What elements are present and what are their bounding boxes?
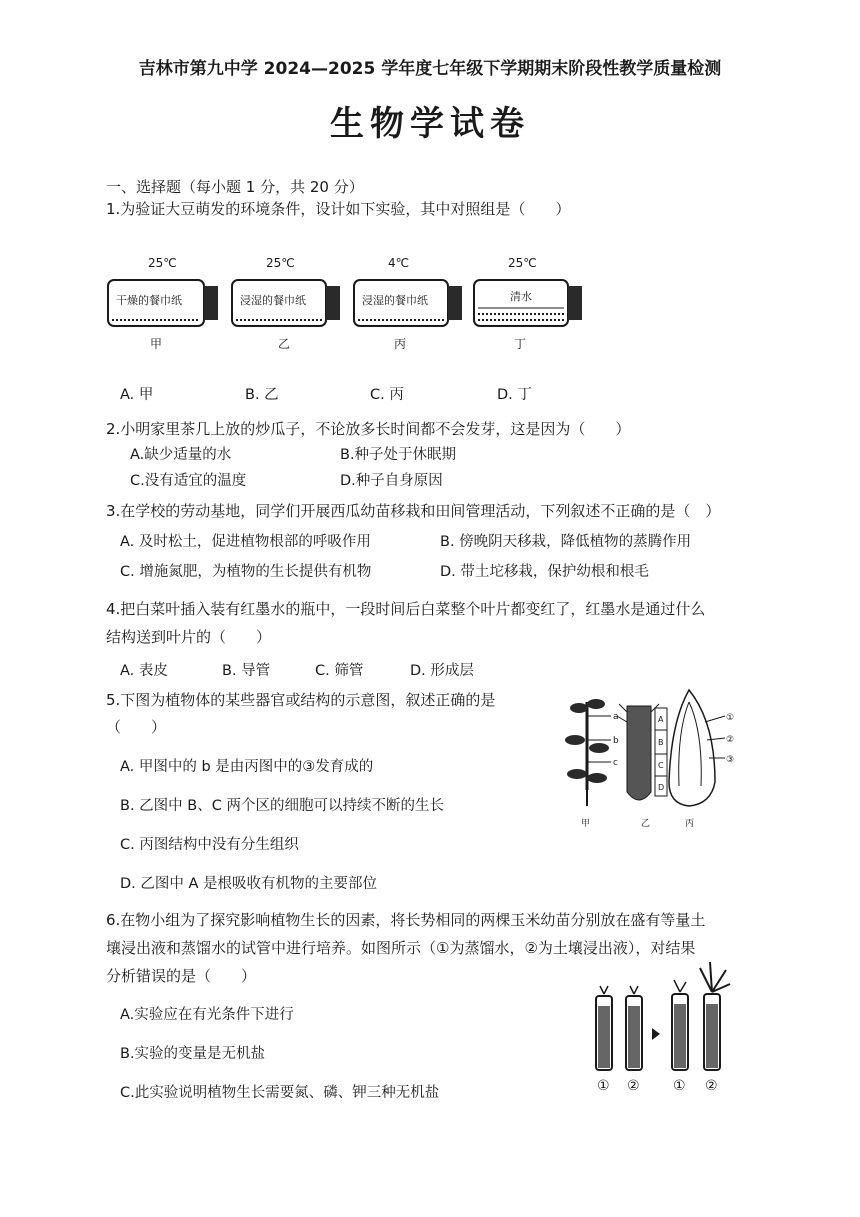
q1-option-c: C. 丙 <box>370 387 404 403</box>
q4-option-d: D. 形成层 <box>410 663 474 679</box>
q4-stem-line1: 4.把白菜叶插入装有红墨水的瓶中，一段时间后白菜整个叶片都变红了，红墨水是通过什么 <box>106 600 706 618</box>
jar-label: 甲 <box>150 337 163 351</box>
figure-letter: D <box>658 783 665 792</box>
exam-header: 吉林市第九中学 2024—2025 学年度七年级下学期期末阶段性教学质量检测 <box>138 59 722 79</box>
q2-option-b: B.种子处于休眠期 <box>340 447 457 463</box>
q6-stem-line3: 分析错误的是（ ） <box>106 967 257 985</box>
jar-label: 乙 <box>278 337 291 351</box>
q6-test-tube-figure <box>588 960 738 1100</box>
jar-temp: 25℃ <box>508 256 537 270</box>
q5-option-a: A. 甲图中的 b 是由丙图中的③发育成的 <box>120 759 374 775</box>
tube-label: ① <box>673 1078 686 1094</box>
jar-temp: 25℃ <box>148 256 177 270</box>
q3-option-b: B. 傍晚阴天移栽，降低植物的蒸腾作用 <box>440 534 692 550</box>
q6-stem-line1: 6.在物小组为了探究影响植物生长的因素，将长势相同的两棵玉米幼苗分别放在盛有等量土 <box>106 911 706 929</box>
root-tip-yi-diagram <box>617 704 667 829</box>
jar-content: 浸湿的餐巾纸 <box>362 294 428 307</box>
jar-content: 浸湿的餐巾纸 <box>240 294 306 307</box>
jar-label: 丙 <box>394 337 407 351</box>
q5-option-c: C. 丙图结构中没有分生组织 <box>120 837 299 853</box>
tube-label: ② <box>627 1078 640 1094</box>
q1-jar-figure <box>100 252 600 352</box>
q6-option-a: A.实验应在有光条件下进行 <box>120 1007 294 1023</box>
jar-temp: 25℃ <box>266 256 295 270</box>
q1-stem: 1.为验证大豆萌发的环境条件，设计如下实验，其中对照组是（ ） <box>106 200 571 218</box>
q6-option-c: C.此实验说明植物生长需要氮、磷、钾三种无机盐 <box>120 1085 440 1101</box>
q5-plant-figure <box>565 682 740 830</box>
q6-stem-line2: 壤浸出液和蒸馏水的试管中进行培养。如图所示（①为蒸馏水，②为土壤浸出液），对结果 <box>106 939 696 957</box>
q1-option-a: A. 甲 <box>120 387 154 403</box>
tube-label: ① <box>597 1078 610 1094</box>
q5-stem-line1: 5.下图为植物体的某些器官或结构的示意图，叙述正确的是 <box>106 691 496 709</box>
q2-stem: 2.小明家里茶几上放的炒瓜子，不论放多长时间都不会发芽，这是因为（ ） <box>106 420 631 438</box>
figure-label: 甲 <box>581 819 591 829</box>
tube-label: ② <box>705 1078 718 1094</box>
figure-label: 乙 <box>641 819 651 829</box>
test-tube <box>596 986 612 1094</box>
figure-number: ② <box>726 735 735 745</box>
figure-letter: B <box>658 738 664 747</box>
exam-title: 生物学试卷 <box>330 104 530 144</box>
q3-option-c: C. 增施氮肥，为植物的生长提供有机物 <box>120 564 372 580</box>
q2-option-a: A.缺少适量的水 <box>130 447 232 463</box>
test-tube <box>626 986 642 1094</box>
figure-letter: A <box>658 715 664 724</box>
jar-temp: 4℃ <box>388 256 410 270</box>
q2-option-d: D.种子自身原因 <box>340 473 443 489</box>
figure-number: ③ <box>726 755 735 765</box>
jar-ding <box>474 256 582 351</box>
q5-stem-line2: （ ） <box>106 718 167 736</box>
jar-label: 丁 <box>514 337 527 351</box>
figure-number: ① <box>726 713 735 723</box>
q3-option-a: A. 及时松土，促进植物根部的呼吸作用 <box>120 534 371 550</box>
jar-bing <box>354 256 462 351</box>
q3-stem: 3.在学校的劳动基地，同学们开展西瓜幼苗移栽和田间管理活动，下列叙述不正确的是（ ） <box>106 502 721 520</box>
jar-content: 干燥的餐巾纸 <box>116 294 182 307</box>
figure-letter: a <box>613 712 619 722</box>
q3-option-d: D. 带土坨移栽，保护幼根和根毛 <box>440 564 649 580</box>
q4-option-a: A. 表皮 <box>120 663 168 679</box>
arrow-icon <box>652 1028 660 1040</box>
test-tube <box>672 980 688 1094</box>
q2-option-c: C.没有适宜的温度 <box>130 473 247 489</box>
q4-option-b: B. 导管 <box>222 663 271 679</box>
q1-option-d: D. 丁 <box>497 387 532 403</box>
q5-option-d: D. 乙图中 A 是根吸收有机物的主要部位 <box>120 876 378 892</box>
q1-option-b: B. 乙 <box>245 387 279 403</box>
figure-letter: C <box>658 761 664 770</box>
figure-letter: b <box>613 736 619 746</box>
test-tube <box>700 962 730 1094</box>
jar-content: 清水 <box>510 290 532 303</box>
bud-bing-diagram <box>669 690 734 829</box>
figure-letter: c <box>613 758 618 768</box>
q5-option-b: B. 乙图中 B、C 两个区的细胞可以持续不断的生长 <box>120 798 444 814</box>
q4-option-c: C. 筛管 <box>315 663 364 679</box>
jar-yi <box>232 256 340 351</box>
plant-jia-diagram <box>565 699 619 829</box>
section-heading: 一、选择题（每小题 1 分，共 20 分） <box>106 178 364 196</box>
q6-option-b: B.实验的变量是无机盐 <box>120 1046 266 1062</box>
figure-label: 丙 <box>685 819 695 829</box>
jar-jia <box>108 256 218 351</box>
q4-stem-line2: 结构送到叶片的（ ） <box>106 628 272 646</box>
